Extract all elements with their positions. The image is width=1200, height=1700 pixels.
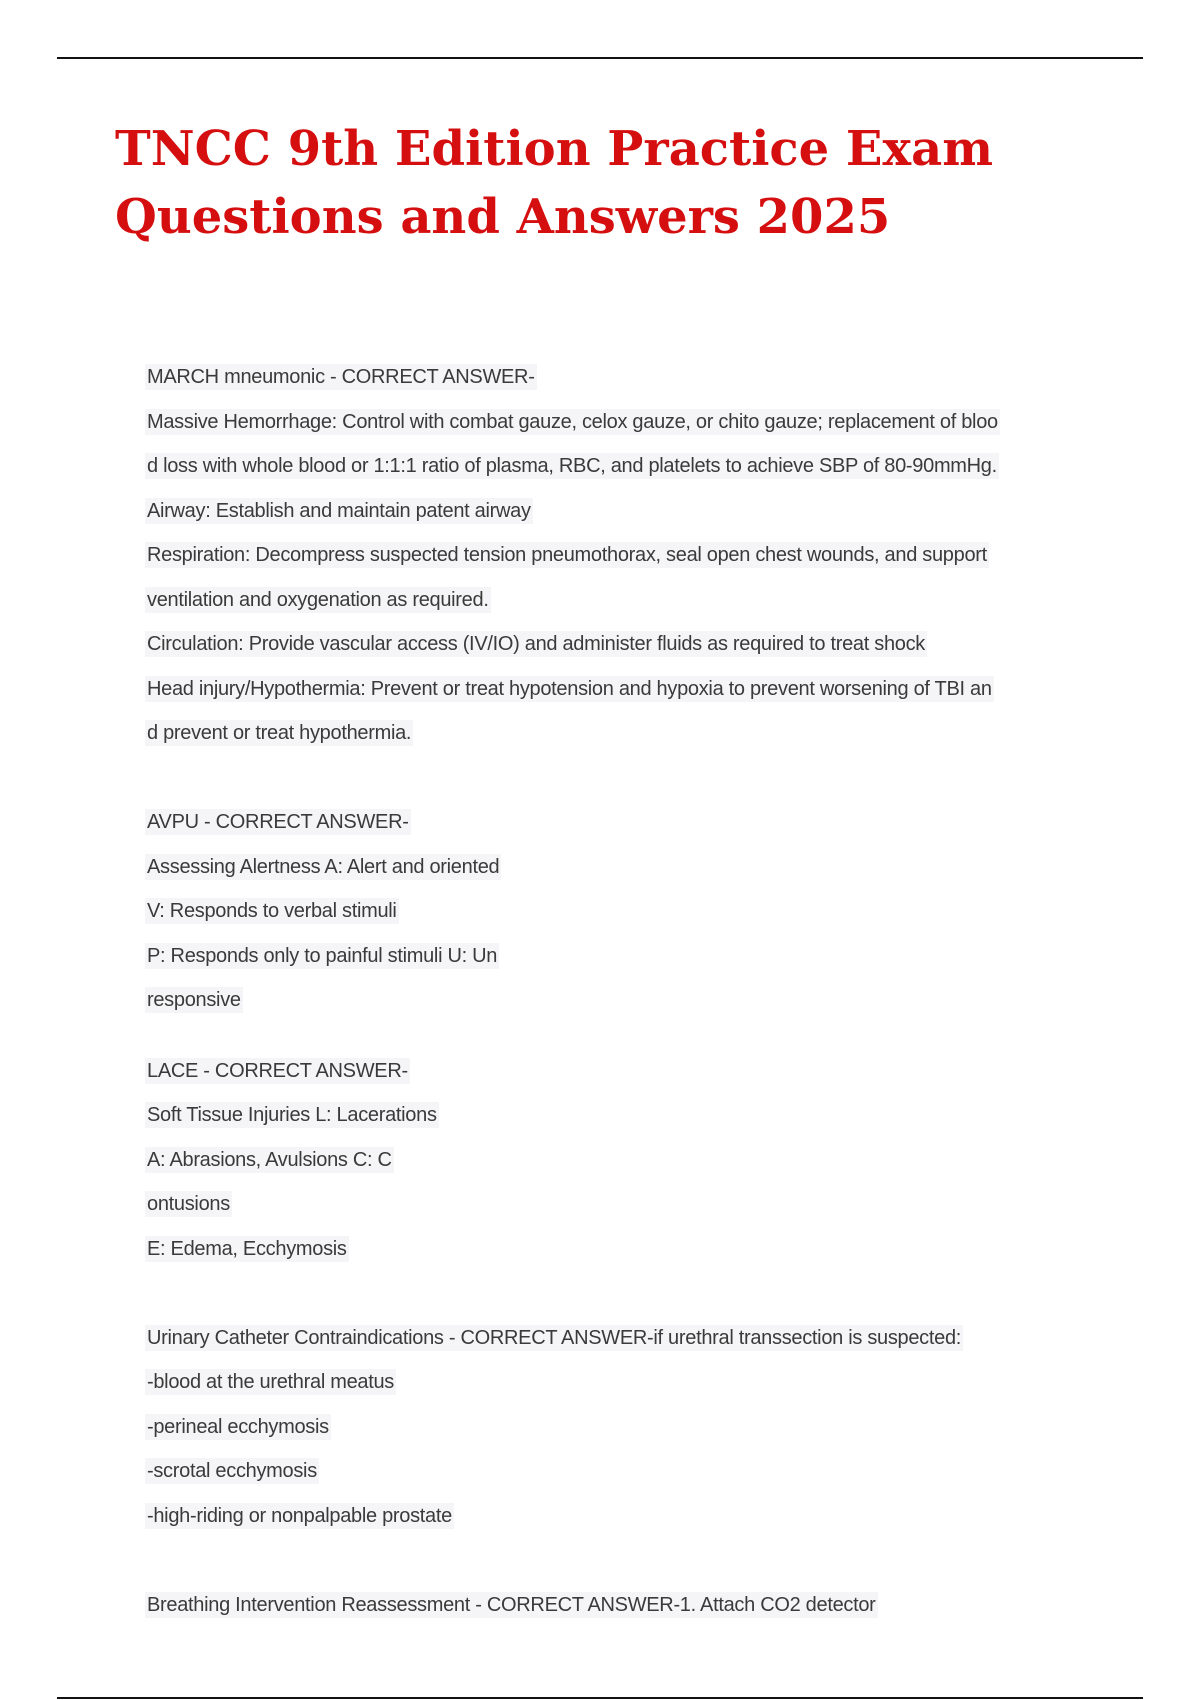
bottom-rule <box>57 1697 1143 1699</box>
answer-line: -high-riding or nonpalpable prostate <box>147 1504 452 1527</box>
answer-line: -scrotal ecchymosis <box>147 1460 317 1482</box>
answer-line: ventilation and oxygenation as required. <box>147 588 489 611</box>
answer-line: -perineal ecchymosis <box>147 1415 329 1438</box>
section-march <box>145 355 1085 756</box>
title-line: Questions and Answers 2025 <box>115 189 891 245</box>
answer-line: P: Responds only to painful stimuli U: Un <box>147 944 498 967</box>
answer-line: d loss with whole blood or 1:1:1 ratio of plasma, RBC, and platelets to achieve SBP of 80-90mmHg. <box>147 455 997 477</box>
section-spacer <box>145 756 1085 801</box>
section-spacer <box>145 1538 1085 1583</box>
answer-line: Respiration: Decompress suspected tension pneumothorax, seal open chest wounds, and support <box>147 544 987 566</box>
answer-line: A: Abrasions, Avulsions C: C <box>147 1148 392 1171</box>
answer-line: Airway: Establish and maintain patent airway <box>147 499 531 522</box>
section-breathing-intervention <box>145 1583 1085 1628</box>
answer-line: d prevent or treat hypothermia. <box>147 722 412 744</box>
section-urinary-catheter <box>145 1316 1085 1539</box>
answer-line: responsive <box>147 989 241 1011</box>
section-lace <box>145 1049 1085 1272</box>
answer-line: E: Edema, Ecchymosis <box>147 1237 347 1260</box>
answer-line: Soft Tissue Injuries L: Lacerations <box>147 1104 437 1126</box>
title-line: TNCC 9th Edition Practice Exam <box>115 121 993 177</box>
section-spacer <box>145 1023 1085 1049</box>
document-body <box>145 355 1085 1627</box>
answer-line: Assessing Alertness A: Alert and oriented <box>147 855 500 878</box>
document-title <box>115 115 1075 251</box>
answer-line: Head injury/Hypothermia: Prevent or treat hypotension and hypoxia to prevent worsening of TBI an <box>147 677 992 700</box>
answer-line: Circulation: Provide vascular access (IV/IO) and administer fluids as required to treat shock <box>147 633 925 655</box>
section-avpu <box>145 800 1085 1023</box>
question-heading: MARCH mneumonic - CORRECT ANSWER- <box>147 366 535 388</box>
top-rule <box>57 57 1143 59</box>
question-heading: AVPU - CORRECT ANSWER- <box>147 811 409 833</box>
answer-line: -blood at the urethral meatus <box>147 1371 395 1393</box>
question-heading: LACE - CORRECT ANSWER- <box>147 1059 408 1082</box>
answer-line: ontusions <box>147 1193 230 1215</box>
section-spacer <box>145 1271 1085 1316</box>
question-heading: Urinary Catheter Contraindications - CORRECT ANSWER-if urethral transsection is suspected: <box>147 1326 962 1349</box>
question-heading: Breathing Intervention Reassessment - CORRECT ANSWER-1. Attach CO2 detector <box>147 1593 876 1616</box>
answer-line: V: Responds to verbal stimuli <box>147 900 397 922</box>
answer-line: Massive Hemorrhage: Control with combat gauze, celox gauze, or chito gauze; replacement of bloo <box>147 410 998 433</box>
